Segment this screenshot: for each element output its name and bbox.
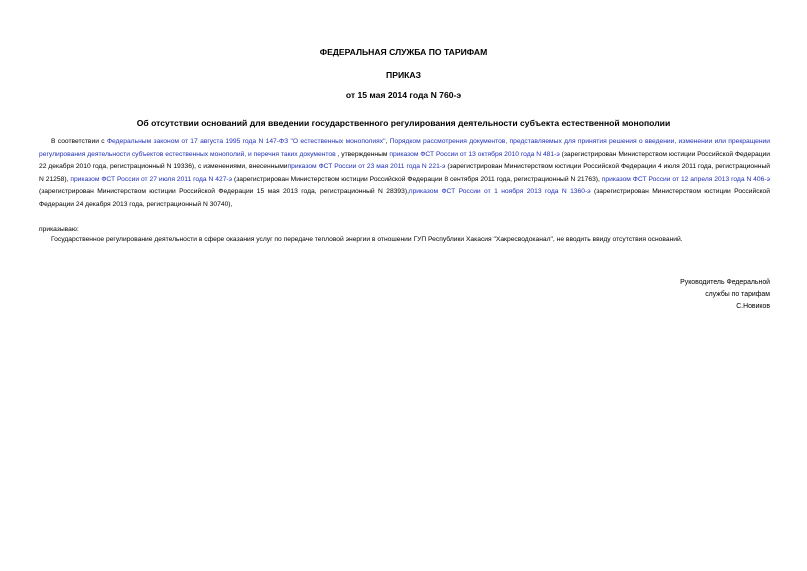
signature-name: С.Новиков <box>736 303 770 310</box>
decision-paragraph: Государственное регулирование деятельности в сфере оказания услуг по передаче тепловой энергии в отношении ГУП Республики Хакасия "Хакресводоканал", не вводить ввиду отсутствия оснований. <box>51 236 683 243</box>
preamble-text: , утвержденным <box>335 150 390 158</box>
preamble-text: (зарегистрирован Министерством юстиции Российской Федерации 24 декабря 2013 года, регистрационный N 30740), <box>39 188 771 208</box>
document-date-number: от 15 мая 2014 года N 760-э <box>345 90 462 100</box>
agency-title: ФЕДЕРАЛЬНАЯ СЛУЖБА ПО ТАРИФАМ <box>319 47 488 57</box>
preamble-text: В соответствии с <box>51 138 107 145</box>
signature-title-line2: службы по тарифам <box>705 291 770 298</box>
link-order-481[interactable]: приказом ФСТ России от 13 октября 2010 года N 481-э <box>389 150 560 158</box>
link-procedure[interactable]: Порядком рассмотрения документов, представляемых для принятия решения о введении, изменении или прекращении регулирования деятельности субъектов естественных монополий, и перечня таких документов <box>39 138 771 158</box>
link-order-1360[interactable]: приказом ФСТ России от 1 ноября 2013 года N 1360-э <box>408 188 591 196</box>
preamble-text: (зарегистрирован Министерством юстиции Российской Федерации 15 мая 2013 года, регистрационный N 28393), <box>39 188 409 196</box>
link-order-221[interactable]: приказом ФСТ России от 23 мая 2011 года N 221-э <box>287 163 446 171</box>
preamble-text: , <box>385 138 390 145</box>
document-title: Об отсутствии оснований для введении государственного регулирования деятельности субъекта естественной монополии <box>136 118 671 128</box>
link-order-427[interactable]: приказом ФСТ России от 27 июля 2011 года N 427-э <box>70 175 233 183</box>
signature-title-line1: Руководитель Федеральной <box>680 279 770 286</box>
signature-block <box>600 277 770 313</box>
preamble-text: (зарегистрирован Министерством юстиции Российской Федерации 22 декабря 2010 года, регистрационный N 19336), с изменениями, внесенными <box>39 150 770 171</box>
link-order-406[interactable]: приказом ФСТ России от 12 апреля 2013 года N 406-э <box>601 175 770 183</box>
order-word: приказываю: <box>39 226 79 233</box>
preamble-paragraph <box>39 136 770 212</box>
document-type: ПРИКАЗ <box>386 70 421 80</box>
preamble-text: (зарегистрирован Министерством юстиции Российской Федерации 4 июля 2011 года, регистрационный N 21258), <box>39 163 770 183</box>
link-federal-law[interactable]: Федеральным законом от 17 августа 1995 года N 147-ФЗ "О естественных монополиях" <box>106 138 386 145</box>
preamble-text: (зарегистрирован Министерством юстиции Российской Федерации 8 сентября 2011 года, регистрационный N 21763), <box>232 175 602 183</box>
